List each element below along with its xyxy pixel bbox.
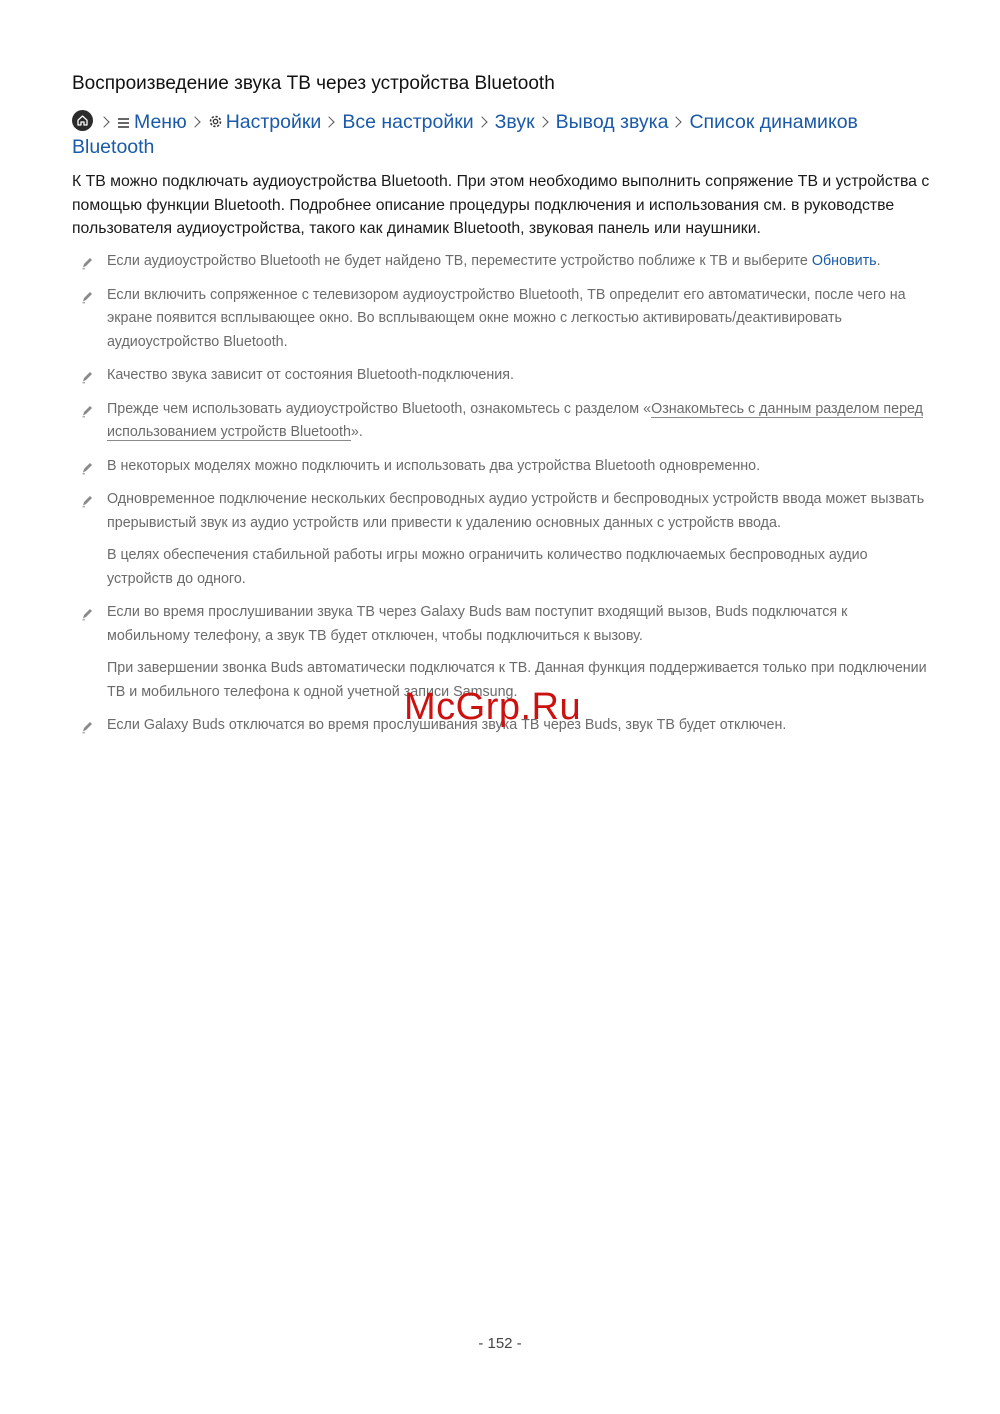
note-text: Если во время прослушивании звука ТВ через Galaxy Buds вам поступит входящий вызов, Buds подключатся к мобильному телефону, а звук ТВ будет отключен, чтобы подключиться к вызову. bbox=[107, 604, 848, 644]
note-text: В некоторых моделях можно подключить и использовать два устройства Bluetooth одновременно. bbox=[107, 457, 761, 474]
pencil-icon bbox=[80, 606, 94, 630]
breadcrumb bbox=[72, 110, 932, 159]
pencil-icon bbox=[80, 403, 94, 427]
note-item bbox=[72, 398, 932, 445]
watermark: McGrp.Ru bbox=[404, 686, 582, 728]
pencil-icon bbox=[80, 719, 94, 743]
note-text: Прежде чем использовать аудиоустройство Bluetooth, ознакомьтесь с разделом « bbox=[107, 400, 652, 417]
menu-icon bbox=[117, 112, 130, 136]
chevron-right-icon bbox=[189, 116, 200, 127]
cross-reference-link[interactable]: Ознакомьтесь с данным разделом перед использованием устройств Bluetooth bbox=[107, 400, 923, 440]
pencil-icon bbox=[80, 460, 94, 484]
note-item bbox=[72, 455, 932, 479]
page-number: - 152 - bbox=[478, 1335, 522, 1352]
note-item bbox=[72, 364, 932, 388]
note-item bbox=[72, 488, 932, 591]
page-title: Воспроизведение звука ТВ через устройства Bluetooth bbox=[72, 73, 555, 94]
note-text: Если Galaxy Buds отключатся во время прослушивания звука ТВ через Buds, звук ТВ будет отключен. bbox=[107, 717, 787, 733]
chevron-right-icon bbox=[98, 116, 109, 127]
refresh-keyword: Обновить bbox=[811, 253, 877, 269]
chevron-right-icon bbox=[537, 116, 548, 127]
breadcrumb-settings[interactable]: Настройки bbox=[225, 111, 322, 133]
breadcrumb-sound-output[interactable]: Вывод звука bbox=[555, 111, 669, 133]
chevron-right-icon bbox=[671, 116, 682, 127]
intro-paragraph: К ТВ можно подключать аудиоустройства Bluetooth. При этом необходимо выполнить сопряжение ТВ и устройства с помощью функции Bluetooth. Подробнее описание процедуры подключения и использования см. в руководстве пользователя аудиоустройства, такого как динамик Bluetooth, звуковая панель или наушники. bbox=[72, 173, 930, 237]
pencil-icon bbox=[80, 289, 94, 313]
chevron-right-icon bbox=[324, 116, 335, 127]
note-text-end: ». bbox=[350, 424, 363, 440]
breadcrumb-all-settings[interactable]: Все настройки bbox=[342, 111, 474, 133]
gear-icon bbox=[208, 112, 223, 136]
breadcrumb-menu[interactable]: Меню bbox=[134, 111, 187, 133]
breadcrumb-sound[interactable]: Звук bbox=[494, 111, 535, 133]
home-icon[interactable] bbox=[72, 110, 93, 131]
note-item bbox=[72, 284, 932, 355]
breadcrumb-bluetooth-speaker-list[interactable]: Список динамиков Bluetooth bbox=[72, 111, 858, 158]
note-text: В целях обеспечения стабильной работы игры можно ограничить количество подключаемых беспроводных аудио устройств до одного. bbox=[107, 547, 868, 587]
note-text: Если включить сопряженное с телевизором аудиоустройство Bluetooth, ТВ определит его автоматически, после чего на экране появится всплывающее окно. Во всплывающем окне можно с легкостью активировать/деактивировать аудиоустройство Bluetooth. bbox=[107, 286, 906, 350]
note-text: Одновременное подключение нескольких беспроводных аудио устройств и беспроводных устройств ввода может вызвать прерывистый звук из аудио устройств или привести к удалению основных данных с устройств ввода. bbox=[107, 491, 925, 531]
chevron-right-icon bbox=[476, 116, 487, 127]
pencil-icon bbox=[80, 493, 94, 517]
note-text: Если аудиоустройство Bluetooth не будет найдено ТВ, переместите устройство поближе к ТВ и выберите bbox=[107, 253, 812, 269]
pencil-icon bbox=[80, 369, 94, 393]
notes-list bbox=[72, 250, 932, 748]
note-item bbox=[72, 250, 932, 274]
note-text-end: . bbox=[876, 253, 881, 269]
note-text: При завершении звонка Buds автоматически подключатся к ТВ. Данная функция поддерживается только при подключении ТВ и мобильного телефона к одной учетной записи Samsung. bbox=[107, 660, 927, 700]
note-text: Качество звука зависит от состояния Bluetooth-подключения. bbox=[107, 367, 514, 383]
pencil-icon bbox=[80, 255, 94, 279]
